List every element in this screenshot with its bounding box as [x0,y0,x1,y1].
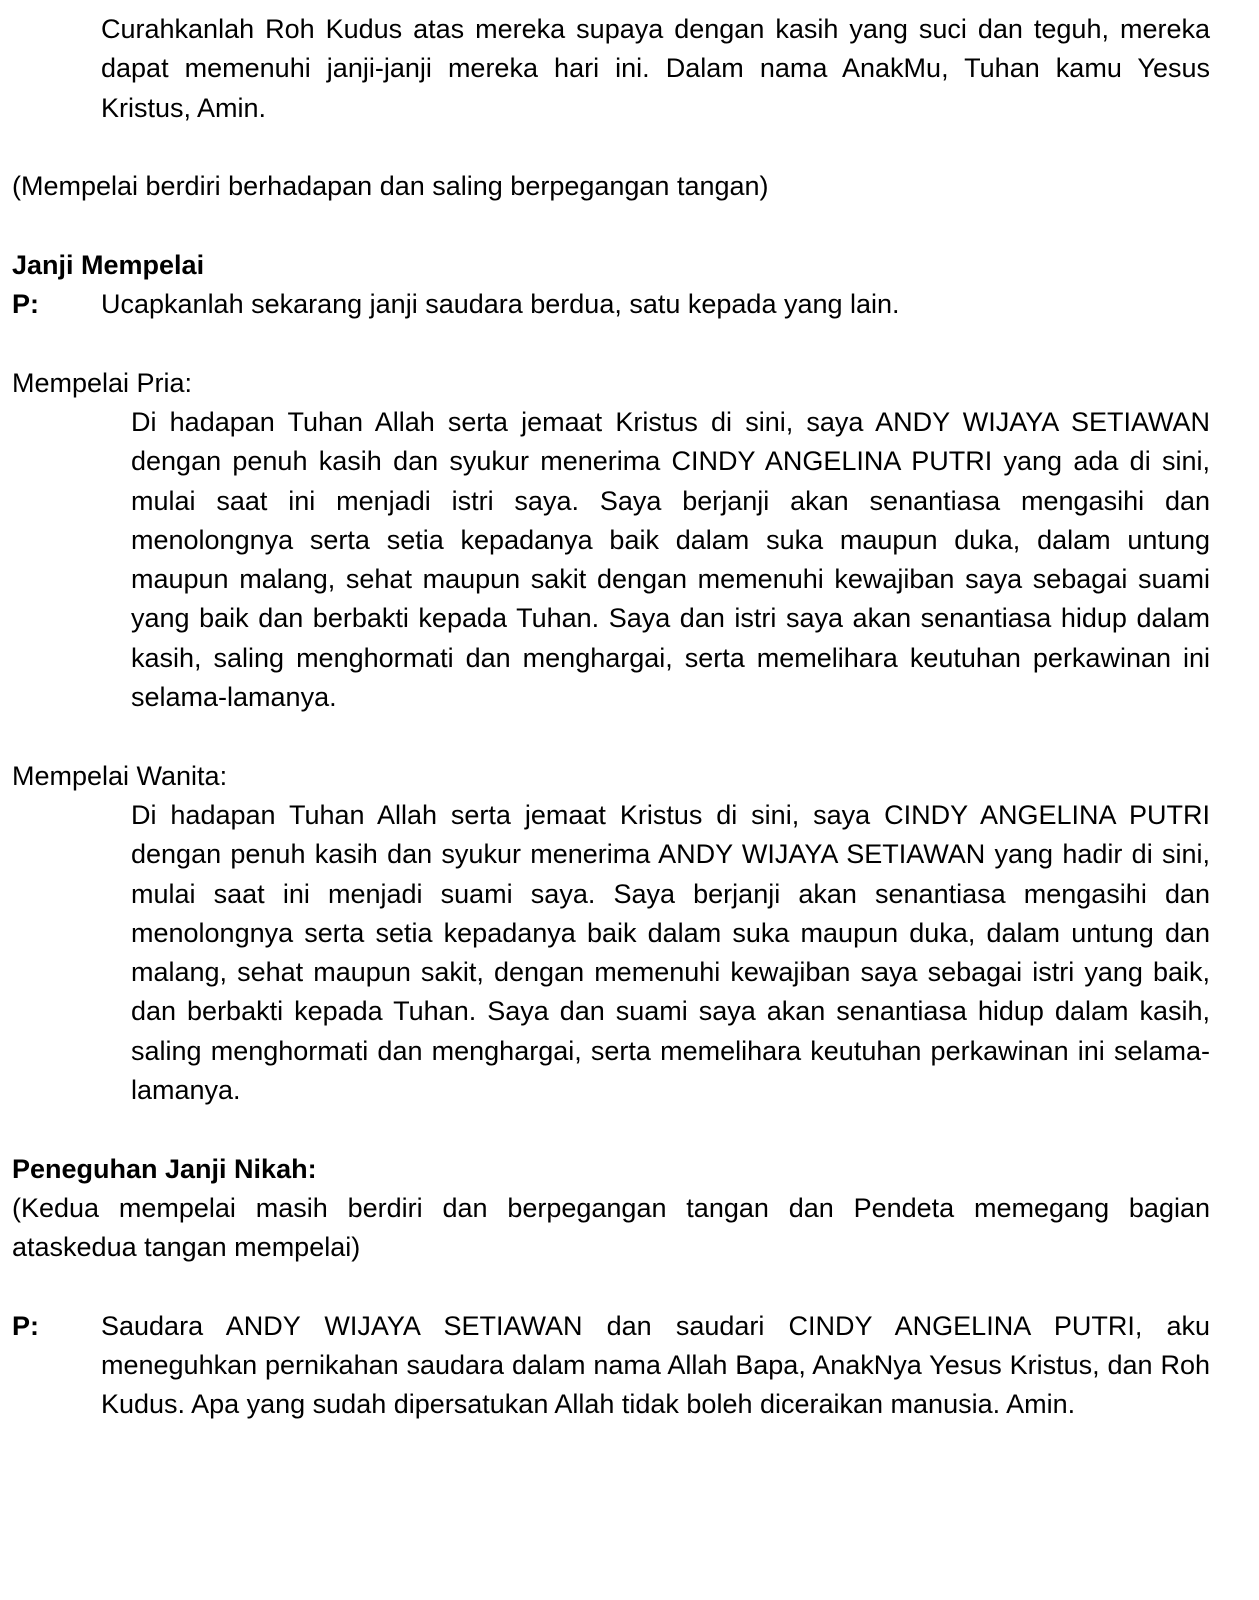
bride-vow-block [12,757,1210,1111]
pastor-instruction-text: Ucapkanlah sekarang janji saudara berdua, satu kepada yang lain. [101,289,900,320]
pastor-declaration-text: Saudara ANDY WIJAYA SETIAWAN dan saudari CINDY ANGELINA PUTRI, aku meneguhkan pernikahan saudara dalam nama Allah Bapa, AnakNya Yesus Kristus, dan Roh Kudus. Apa yang sudah dipersatukan Allah tidak boleh diceraikan manusia. Amin. [101,1310,1210,1420]
confirmation-stage-direction: (Kedua mempelai masih berdiri dan berpegangan tangan dan Pendeta memegang bagian ataskedua tangan mempelai) [12,1192,1210,1263]
groom-label: Mempelai Pria: [12,367,193,398]
groom-vow-block [12,364,1210,718]
vows-heading: Janji Mempelai [12,249,205,280]
spacer [12,1110,1210,1149]
bride-vow-text: Di hadapan Tuhan Allah serta jemaat Kristus di sini, saya CINDY ANGELINA PUTRI dengan penuh kasih dan syukur menerima ANDY WIJAYA SETIAWAN yang hadir di sini, mulai saat ini menjadi suami saya. Saya berjanji akan senantiasa mengasihi dan menolongnya serta setia kepadanya baik dalam suka maupun duka, dalam untung dan malang, sehat maupun sakit, dengan memenuhi kewajiban saya sebagai istri yang baik, dan berbakti kepada Tuhan. Saya dan suami saya akan senantiasa hidup dalam kasih, saling menghormati dan menghargai, serta memelihara keutuhan perkawinan ini selama-lamanya. [131,799,1210,1106]
spacer [12,717,1210,756]
spacer [12,1268,1210,1307]
pastor-label: P: [12,289,39,320]
vows-section [12,246,1210,1111]
spacer [12,206,1210,245]
confirmation-heading: Peneguhan Janji Nikah: [12,1153,317,1184]
pastor-label: P: [12,1310,39,1341]
confirmation-section [12,1150,1210,1425]
spacer [12,128,1210,167]
groom-vow-text: Di hadapan Tuhan Allah serta jemaat Kristus di sini, saya ANDY WIJAYA SETIAWAN dengan penuh kasih dan syukur menerima CINDY ANGELINA PUTRI yang ada di sini, mulai saat ini menjadi istri saya. Saya berjanji akan senantiasa mengasihi dan menolongnya serta setia kepadanya baik dalam suka maupun duka, dalam untung maupun malang, sehat maupun sakit dengan memenuhi kewajiban saya sebagai suami yang baik dan berbakti kepada Tuhan. Saya dan istri saya akan senantiasa hidup dalam kasih, saling menghormati dan menghargai, serta memelihara keutuhan perkawinan ini selama-lamanya. [131,406,1210,713]
bride-label: Mempelai Wanita: [12,760,228,791]
stage-direction-face-each-other: (Mempelai berdiri berhadapan dan saling berpegangan tangan) [12,171,769,202]
closing-prayer-paragraph: Curahkanlah Roh Kudus atas mereka supaya dengan kasih yang suci dan teguh, mereka dapat memenuhi janji-janji mereka hari ini. Dalam nama AnakMu, Tuhan kamu Yesus Kristus, Amin. [101,14,1210,123]
pastor-instruction-row [12,285,1210,324]
pastor-declaration-row [12,1307,1210,1425]
document-page [12,10,1210,1425]
spacer [12,324,1210,363]
